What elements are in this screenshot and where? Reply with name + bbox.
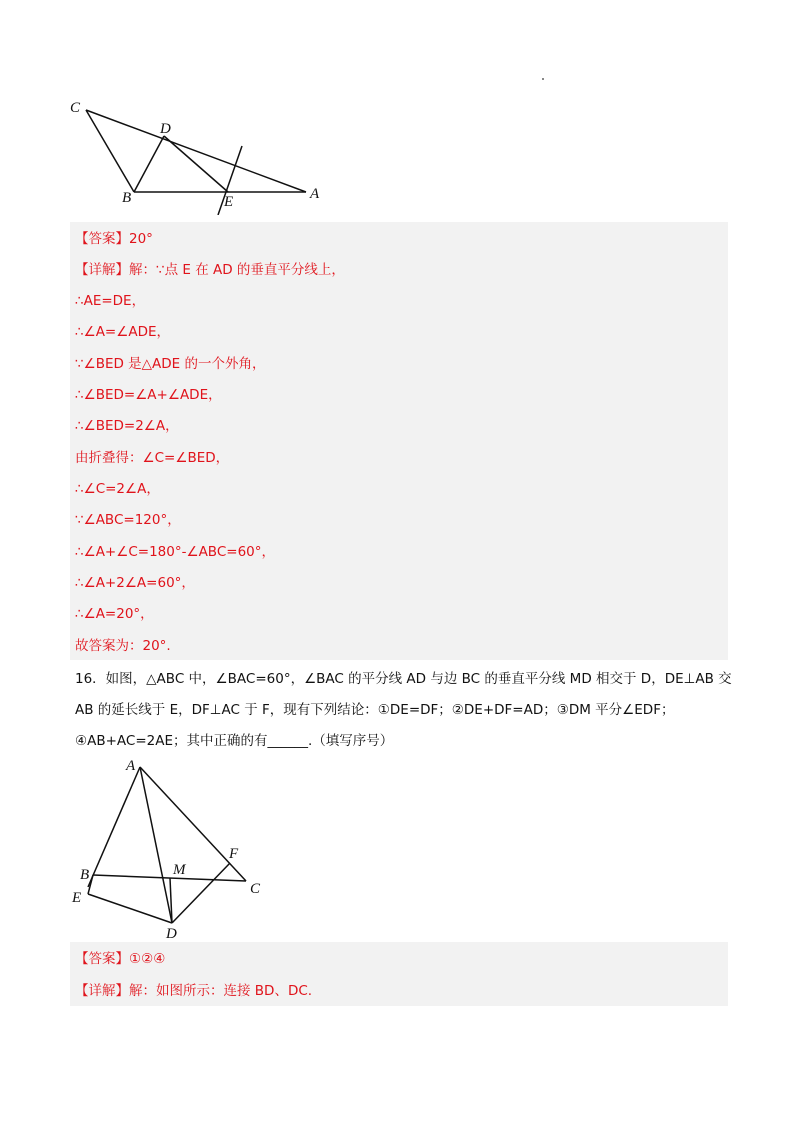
label-A: A: [310, 186, 320, 202]
label-B: B: [122, 190, 132, 206]
question-16-line-1: 16．如图，△ABC 中，∠BAC=60°，∠BAC 的平分线 AD 与边 BC 的垂直平分线 MD 相交于 D，DE⊥AB 交: [75, 671, 732, 687]
segment-AD: [140, 767, 172, 923]
solution-line: 【详解】解：∵点 E 在 AD 的垂直平分线上，: [75, 262, 345, 278]
label-E: E: [224, 194, 234, 210]
solution-line: 故答案为：20°.: [75, 638, 171, 654]
label-D: D: [166, 926, 177, 942]
solution-line: 【详解】解：如图所示：连接 BD、DC.: [75, 983, 313, 999]
label-E: E: [72, 890, 82, 906]
solution-line: 由折叠得：∠C=∠BED，: [75, 450, 230, 466]
solution-line: ∴∠A+∠C=180°-∠ABC=60°，: [75, 544, 275, 560]
solution-line: ∴∠C=2∠A，: [75, 481, 160, 497]
segment-DE: [164, 136, 228, 192]
label-C: C: [70, 100, 81, 116]
segment-BD: [134, 136, 164, 192]
solution-line: ∴∠BED=2∠A，: [75, 418, 179, 434]
segment-CB: [86, 110, 134, 192]
scan-dot: [542, 78, 544, 80]
segment-ED: [88, 894, 172, 923]
answer-line: 【答案】20°: [75, 231, 153, 247]
solution-line: ∴∠A+2∠A=60°，: [75, 575, 195, 591]
segment-CA: [86, 110, 306, 192]
question-16-line-3: ④AB+AC=2AE；其中正确的有______.（填写序号）: [75, 733, 394, 749]
answer-line: 【答案】①②④: [75, 951, 166, 967]
figure-triangle-bisector: [60, 755, 280, 945]
label-A: A: [126, 758, 136, 774]
solution-line: ∴∠BED=∠A+∠ADE，: [75, 387, 222, 403]
label-D: D: [160, 121, 171, 137]
solution-line: ∴∠A=20°，: [75, 606, 154, 622]
question-16-line-2: AB 的延长线于 E，DF⊥AC 于 F，现有下列结论：①DE=DF；②DE+DF=AD；③DM 平分∠EDF；: [75, 702, 675, 718]
label-C: C: [250, 881, 261, 897]
solution-line: ∵∠ABC=120°，: [75, 512, 181, 528]
solution-line: ∴AE=DE，: [75, 293, 146, 309]
solution-line: ∵∠BED 是△ADE 的一个外角，: [75, 356, 266, 372]
segment-AB: [88, 767, 140, 887]
label-M: M: [173, 862, 186, 878]
solution-line: ∴∠A=∠ADE，: [75, 324, 171, 340]
label-F: F: [229, 846, 239, 862]
figure-triangle-fold: [60, 90, 340, 215]
answer-box-q15: [70, 222, 728, 660]
label-B: B: [80, 867, 90, 883]
